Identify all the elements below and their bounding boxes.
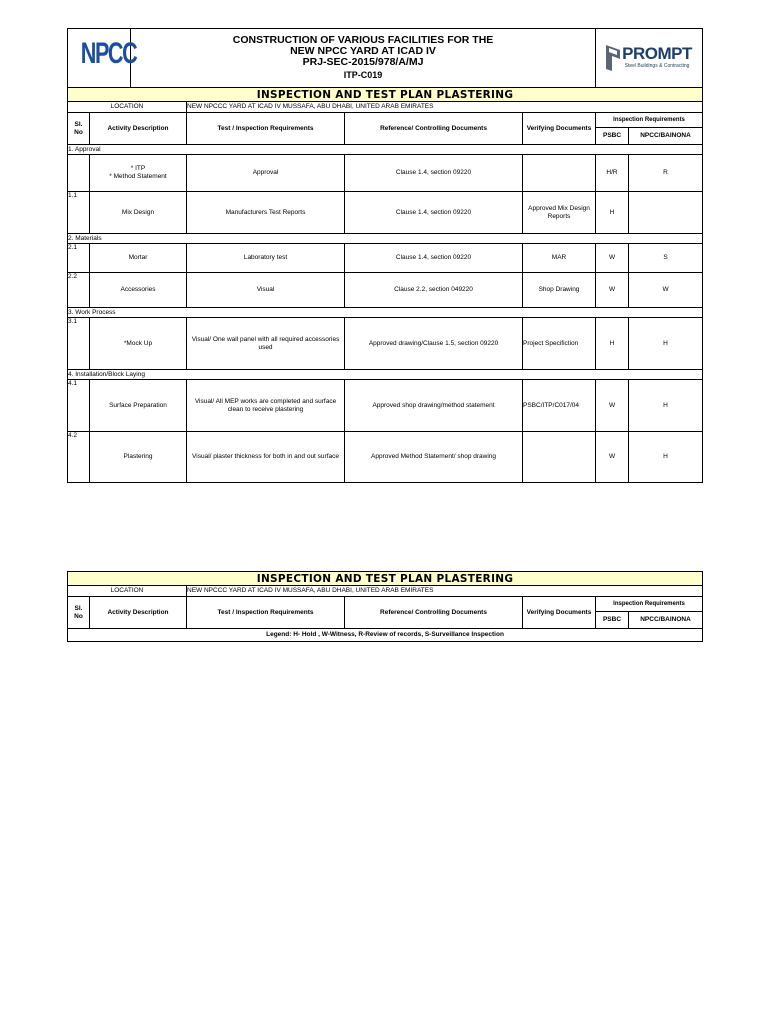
table-row [68,155,703,192]
title-line-1: CONSTRUCTION OF VARIOUS FACILITIES FOR THE [232,34,494,46]
col-npcc: NPCC/BAINONA [629,128,703,145]
npcc-logo-cell [68,29,137,88]
row-activity: Mortar [90,244,187,273]
row-reference: Approved Method Statement/ shop drawing [345,432,523,483]
row-reference: Approved drawing/Clause 1.5, section 09220 [345,318,523,370]
doc-code: ITP-C019 [343,70,383,80]
itp-table [67,28,703,483]
row-psbc: W [596,273,629,308]
row-psbc: W [596,380,629,432]
col-verifying: Verifying Documents [523,113,596,145]
legend: Legend: H- Hold , W-Witness, R-Review of records, S-Surveillance Inspection [68,629,703,642]
row-test: Manufacturers Test Reports [187,192,345,234]
row-number [68,155,90,192]
row-activity-line-1: * ITP [130,165,146,172]
row-number: 2.2 [68,273,90,308]
section-title: 4. Installation/Block Laying [68,370,703,380]
col-inspection-requirements: Inspection Requirements [596,597,703,612]
section-title: 2. Materials [68,234,703,244]
row-npcc [629,192,703,234]
prompt-logo-cell [596,29,703,88]
row-psbc: H [596,192,629,234]
row-test: Visual [187,273,345,308]
row-npcc: W [629,273,703,308]
row-verifying [523,155,596,192]
col-sl-no: Sl. No [68,597,90,629]
row-test: Visual/ One wall panel with all required accessories used [187,318,345,370]
section-title: 1. Approval [68,145,703,155]
row-activity: Accessories [90,273,187,308]
row-npcc: H [629,318,703,370]
row-activity: Mix Design [90,192,187,234]
row-verifying: Approved Mix Design Reports [523,192,596,234]
header-title [131,29,596,88]
row-psbc: W [596,432,629,483]
npcc-logo: NPCC [80,37,137,70]
row-psbc: H/R [596,155,629,192]
table-row [68,273,703,308]
plan-title: INSPECTION AND TEST PLAN PLASTERING [68,572,703,586]
col-activity: Activity Description [90,597,187,629]
table-row [68,318,703,370]
col-psbc: PSBC [596,612,629,629]
row-npcc: H [629,432,703,483]
row-number: 1.1 [68,192,90,234]
col-test: Test / Inspection Requirements [187,113,345,145]
col-inspection-requirements: Inspection Requirements [596,113,703,128]
section-title: 3. Work Process [68,308,703,318]
prompt-logo-icon [606,45,620,71]
table-row [68,380,703,432]
row-activity: Surface Preparation [90,380,187,432]
table-row [68,192,703,234]
col-reference: Reference/ Controlling Documents [345,597,523,629]
col-psbc: PSBC [596,128,629,145]
row-verifying [523,432,596,483]
row-npcc: S [629,244,703,273]
row-test: Laboratory test [187,244,345,273]
prompt-logo-sub: Steel Buildings & Contracting [624,63,690,69]
col-reference: Reference/ Controlling Documents [345,113,523,145]
title-line-2: NEW NPCC YARD AT ICAD IV [290,45,436,57]
row-test: Approval [187,155,345,192]
table-row [68,432,703,483]
row-test: Visual/ All MEP works are completed and surface clean to receive plastering [187,380,345,432]
itp-sheet-continued [67,571,702,642]
col-verifying: Verifying Documents [523,597,596,629]
col-sl-no: Sl. No [68,113,90,145]
row-reference: Approved shop drawing/method statement [345,380,523,432]
row-reference: Clause 2.2, section 049220 [345,273,523,308]
row-verifying: MAR [523,244,596,273]
col-npcc: NPCC/BAINONA [629,612,703,629]
row-verifying: Project Specifiction [523,318,596,370]
row-number: 3.1 [68,318,90,370]
itp-table-continued [67,571,703,642]
row-activity: Plastering [90,432,187,483]
row-activity: *Mock Up [90,318,187,370]
col-activity: Activity Description [90,113,187,145]
row-number: 4.2 [68,432,90,483]
row-number: 4.1 [68,380,90,432]
row-test: Visual/ plaster thickness for both in and out surface [187,432,345,483]
row-npcc: R [629,155,703,192]
row-psbc: H [596,318,629,370]
location-value: NEW NPCCC YARD AT ICAD IV MUSSAFA, ABU DHABI, UNITED ARAB EMIRATES [187,586,703,597]
row-verifying: PSBC/ITP/C017/04 [523,380,596,432]
prompt-logo-word: PROMPT [622,44,692,63]
row-activity [90,155,187,192]
row-reference: Clause 1.4, section 09220 [345,192,523,234]
location-label: LOCATION [68,102,187,113]
table-row [68,244,703,273]
itp-sheet [67,28,702,483]
row-activity-line-2: * Method Statement [109,173,167,180]
row-verifying: Shop Drawing [523,273,596,308]
row-reference: Clause 1.4, section 09220 [345,155,523,192]
col-test: Test / Inspection Requirements [187,597,345,629]
location-value: NEW NPCCC YARD AT ICAD IV MUSSAFA, ABU DHABI, UNITED ARAB EMIRATES [187,102,703,113]
row-reference: Clause 1.4, section 09220 [345,244,523,273]
row-number: 2.1 [68,244,90,273]
location-label: LOCATION [68,586,187,597]
header-row [68,29,703,88]
plan-title: INSPECTION AND TEST PLAN PLASTERING [68,88,703,102]
row-npcc: H [629,380,703,432]
title-line-3: PRJ-SEC-2015/978/A/MJ [302,56,424,68]
row-psbc: W [596,244,629,273]
